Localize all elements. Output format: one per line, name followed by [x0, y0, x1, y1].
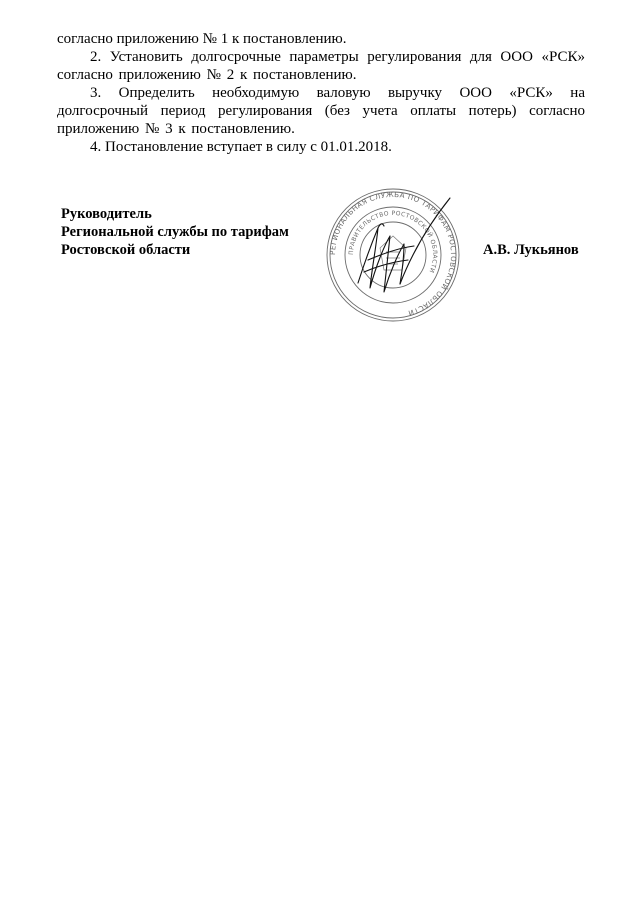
position-line-3: Ростовской области: [61, 242, 191, 258]
document-body: [57, 30, 585, 156]
seal-inner-ring: [360, 222, 426, 288]
seal-outer-ring: [327, 189, 459, 321]
seal-outer-text: РЕГИОНАЛЬНАЯ СЛУЖБА ПО ТАРИФАМ РОСТОВСКОЙ ОБЛАСТИ: [327, 189, 459, 318]
official-seal: [318, 188, 468, 323]
position-line-1: Руководитель: [61, 206, 152, 222]
seal-middle-ring: [345, 207, 441, 303]
paragraph-item-2: 2. Установить долгосрочные параметры регулирования для ООО «РСК» согласно приложению № 2 к постановлению.: [57, 49, 585, 83]
seal-inner-text: ПРАВИТЕЛЬСТВО РОСТОВСКОЙ ОБЛАСТИ: [347, 209, 439, 274]
seal-stamp: [327, 189, 459, 321]
paragraph-item-3: 3. Определить необходимую валовую выручку ООО «РСК» на долгосрочный период регулирования (без учета оплаты потерь) согласно приложению № 3 к постановлению.: [57, 85, 585, 137]
signatory-name: А.В. Лукьянов: [483, 242, 579, 258]
position-line-2: Региональной службы по тарифам: [61, 224, 289, 240]
signatory-position: [61, 205, 289, 259]
paragraph-item-4: 4. Постановление вступает в силу с 01.01.2018.: [90, 139, 392, 155]
paragraph-continuation: согласно приложению № 1 к постановлению.: [57, 31, 347, 47]
